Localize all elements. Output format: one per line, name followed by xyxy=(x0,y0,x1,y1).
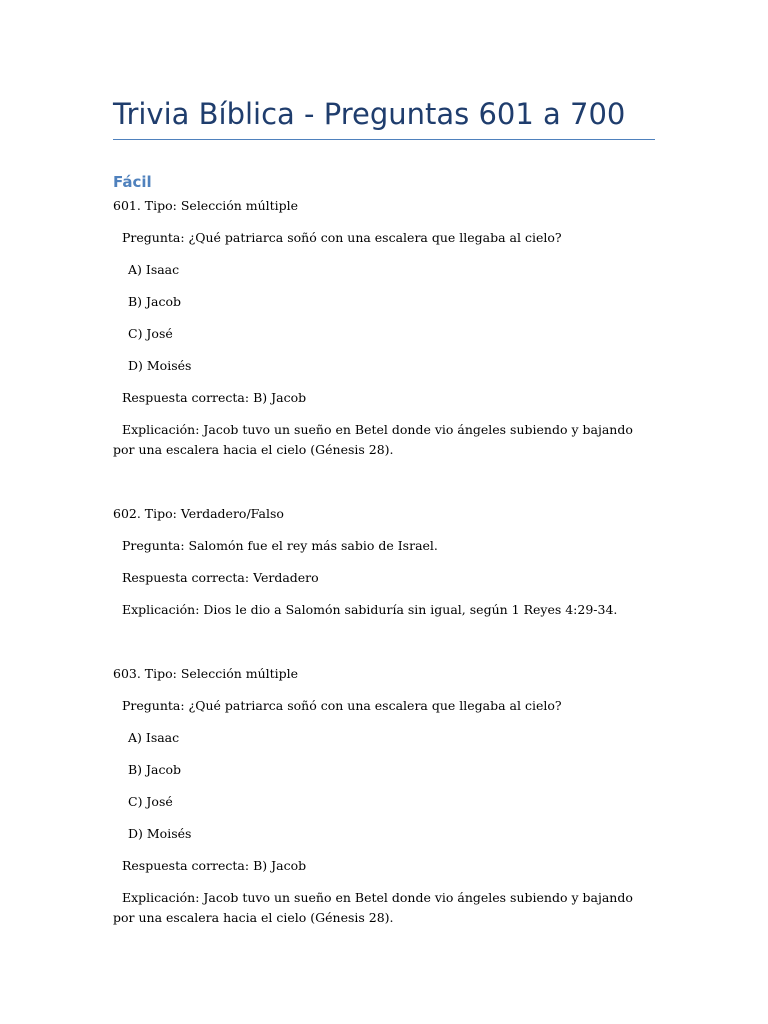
answer-option: D) Moisés xyxy=(128,358,192,373)
explanation: Explicación: Dios le dio a Salomón sabiduría sin igual, según 1 Reyes 4:29-34. xyxy=(122,602,618,617)
correct-answer: Respuesta correcta: B) Jacob xyxy=(122,858,307,873)
explanation: Explicación: Jacob tuvo un sueño en Betel donde vio ángeles subiendo y bajando por una escalera hacia el cielo (Génesis 28). xyxy=(113,422,633,457)
question-header: 603. Tipo: Selección múltiple xyxy=(113,666,299,681)
title-underline xyxy=(113,139,655,140)
question-header: 602. Tipo: Verdadero/Falso xyxy=(113,506,284,521)
answer-option: B) Jacob xyxy=(128,762,182,777)
answer-option: B) Jacob xyxy=(128,294,182,309)
answer-option: C) José xyxy=(128,794,173,809)
section-heading: Fácil xyxy=(113,173,152,191)
document-title: Trivia Bíblica - Preguntas 601 a 700 xyxy=(113,97,626,131)
correct-answer: Respuesta correcta: B) Jacob xyxy=(122,390,307,405)
question-text: Pregunta: ¿Qué patriarca soñó con una escalera que llegaba al cielo? xyxy=(122,230,562,245)
question-text: Pregunta: ¿Qué patriarca soñó con una escalera que llegaba al cielo? xyxy=(122,698,562,713)
answer-option: A) Isaac xyxy=(128,730,180,745)
answer-option: A) Isaac xyxy=(128,262,180,277)
answer-option: D) Moisés xyxy=(128,826,192,841)
explanation: Explicación: Jacob tuvo un sueño en Betel donde vio ángeles subiendo y bajando por una escalera hacia el cielo (Génesis 28). xyxy=(113,890,633,925)
answer-option: C) José xyxy=(128,326,173,341)
question-text: Pregunta: Salomón fue el rey más sabio de Israel. xyxy=(122,538,438,553)
correct-answer: Respuesta correcta: Verdadero xyxy=(122,570,319,585)
question-header: 601. Tipo: Selección múltiple xyxy=(113,198,299,213)
